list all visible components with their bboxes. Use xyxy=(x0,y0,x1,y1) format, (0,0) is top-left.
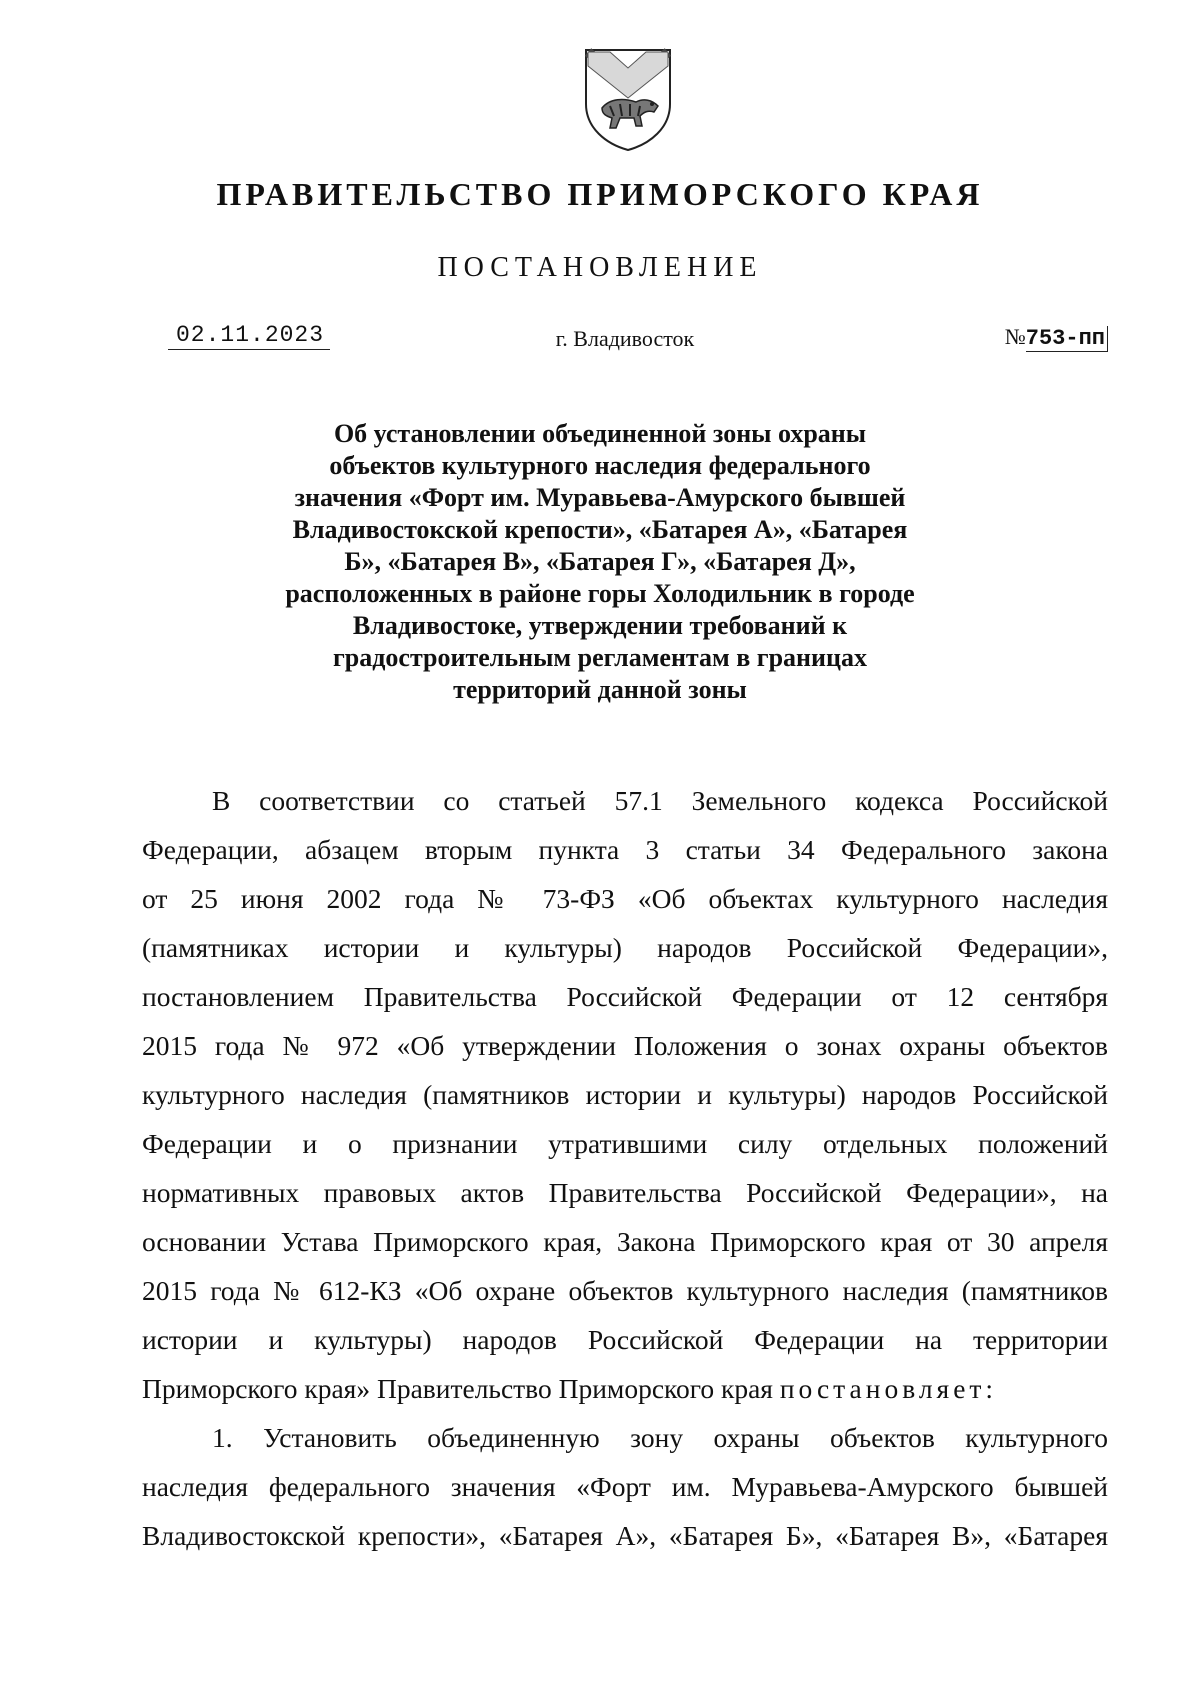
body-line: Федерации, абзацем вторым пункта 3 статьи 34 Федерального закона xyxy=(142,834,1108,865)
body-line: В соответствии со статьей 57.1 Земельного кодекса Российской xyxy=(212,785,1108,816)
body-line: от 25 июня 2002 года № 73-ФЗ «Об объектах культурного наследия xyxy=(142,883,1108,914)
organization-title: ПРАВИТЕЛЬСТВО ПРИМОРСКОГО КРАЯ xyxy=(216,176,984,212)
subject-line: расположенных в районе горы Холодильник в городе xyxy=(285,579,915,608)
subject-line: Об установлении объединенной зоны охраны xyxy=(333,419,867,448)
body-line: Федерации и о признании утратившими силу отдельных положений xyxy=(142,1128,1108,1159)
resolves-word: постановляет: xyxy=(779,1373,998,1404)
body-line: постановлением Правительства Российской Федерации от 12 сентября xyxy=(142,981,1108,1012)
body-line: Владивостокской крепости», «Батарея А», «Батарея Б», «Батарея В», «Батарея xyxy=(142,1520,1108,1551)
body-line: культурного наследия (памятников истории и культуры) народов Российской xyxy=(142,1079,1108,1110)
number-value: 753-пп xyxy=(1026,326,1108,352)
document-meta xyxy=(142,322,1108,358)
document-date: 02.11.2023 xyxy=(168,322,330,350)
subject-line: территорий данной зоны xyxy=(453,675,747,704)
document-type: ПОСТАНОВЛЕНИЕ xyxy=(437,252,763,283)
body-line: (памятниках истории и культуры) народов Российской Федерации», xyxy=(142,932,1108,963)
body-line: истории и культуры) народов Российской Федерации на территории xyxy=(142,1324,1108,1355)
subject-line: объектов культурного наследия федерального xyxy=(329,451,871,480)
body-line-text: Приморского края» Правительство Приморского края xyxy=(142,1373,773,1404)
document-subject xyxy=(200,418,1000,706)
body-line: 2015 года № 972 «Об утверждении Положения о зонах охраны объектов xyxy=(142,1030,1108,1061)
subject-line: градостроительным регламентам в границах xyxy=(333,643,867,672)
body-line: 1. Установить объединенную зону охраны объектов культурного xyxy=(212,1422,1108,1453)
body-line: основании Устава Приморского края, Закона Приморского края от 30 апреля xyxy=(142,1226,1108,1257)
subject-line: Владивостокской крепости», «Батарея А», «Батарея xyxy=(292,515,908,544)
body-line: нормативных правовых актов Правительства Российской Федерации», на xyxy=(142,1177,1108,1208)
primorsky-krai-coat-of-arms-icon xyxy=(580,46,676,152)
body-line: наследия федерального значения «Форт им. Муравьева-Амурского бывшей xyxy=(142,1471,1108,1502)
body-line xyxy=(142,1364,1108,1413)
document-number xyxy=(1005,324,1108,351)
subject-line: Б», «Батарея В», «Батарея Г», «Батарея Д», xyxy=(344,547,856,576)
document-body xyxy=(142,776,1108,1560)
number-sign: № xyxy=(1004,324,1026,349)
subject-line: Владивостоке, утверждении требований к xyxy=(352,611,848,640)
body-line: 2015 года № 612-КЗ «Об охране объектов культурного наследия (памятников xyxy=(142,1275,1108,1306)
subject-line: значения «Форт им. Муравьева-Амурского бывшей xyxy=(294,483,906,512)
document-city: г. Владивосток xyxy=(555,326,695,351)
